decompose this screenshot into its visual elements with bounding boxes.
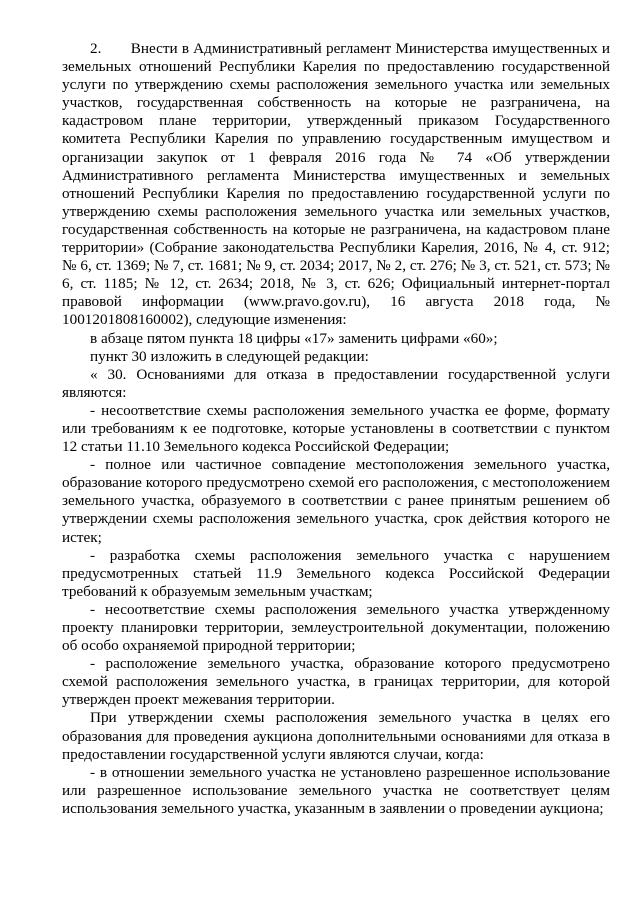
paragraph-clause-30: « 30. Основаниями для отказа в предоставлении государственной услуги являются: (62, 365, 610, 401)
paragraph-item-2: 2. Внести в Административный регламент Министерства имущественных и земельных отношений Республики Карелия по предоставлению государственной услуги по утверждению схемы расположения земельного участка или земельных участков, государственная собственность на которые не разграничена, на кадастровом плане территории, утвержденный приказом Государственного комитета Республики Карелия по управлению государственным имуществом и организации закупок от 1 февраля 2016 года № 74 «Об утверждении Административного регламента Министерства имущественных и земельных отношений Республики Карелия по предоставлению государственной услуги по утверждению схемы расположения земельного участка или земельных участков, государственная собственность на которые не разграничена, на кадастровом плане территории» (Собрание законодательства Республики Карелия, 2016, № 4, ст. 912; № 6, ст. 1369; № 7, ст. 1681; № 9, ст. 2034; 2017, № 2, ст. 276; № 3, ст. 521, ст. 573; № 6, ст. 1185; № 12, ст. 2634; 2018, № 3, ст. 626; Официальный интернет-портал правовой информации (www.pravo.gov.ru), 16 августа 2018 года, № 1001201808160002), следующие изменения: (62, 40, 610, 329)
paragraph-refusal-reason-4: - несоответствие схемы расположения земельного участка утвержденному проекту планировки территории, землеустроительной документации, положению об особо охраняемой природной территории; (62, 600, 610, 655)
paragraph-clause-18: в абзаце пятом пункта 18 цифры «17» заменить цифрами «60»; (90, 329, 498, 347)
paragraph-auction-reason-1: - в отношении земельного участка не установлено разрешенное использование или разрешенное использование земельного участка не соответствует целям использования земельного участка, указанным в заявлении о проведении аукциона; (62, 763, 610, 817)
document-page (62, 40, 610, 818)
paragraph-refusal-reason-1: - несоответствие схемы расположения земельного участка ее форме, формату или требованиям к ее подготовке, которые установлены в соответствии с пунктом 12 статьи 11.10 Земельного кодекса Российской Федерации; (62, 401, 610, 456)
paragraph-auction-intro: При утверждении схемы расположения земельного участка в целях его образования для проведения аукциона дополнительными основаниями для отказа в предоставлении государственной услуги являются случаи, когда: (62, 709, 610, 763)
paragraph-refusal-reason-5: - расположение земельного участка, образование которого предусмотрено схемой расположения земельного участка, в границах территории, для которой утвержден проект межевания территории. (62, 655, 610, 709)
paragraph-refusal-reason-2: - полное или частичное совпадение местоположения земельного участка, образование которого предусмотрено схемой его расположения, с местоположением земельного участка, образуемого в соответствии с ранее принятым решением об утверждении схемы расположения земельного участка, срок действия которого не истек; (62, 456, 610, 546)
paragraph-clause-30-intro: пункт 30 изложить в следующей редакции: (90, 347, 369, 365)
paragraph-refusal-reason-3: - разработка схемы расположения земельного участка с нарушением предусмотренных статьей 11.9 Земельного кодекса Российской Федерации требований к образуемым земельным участкам; (62, 546, 610, 600)
